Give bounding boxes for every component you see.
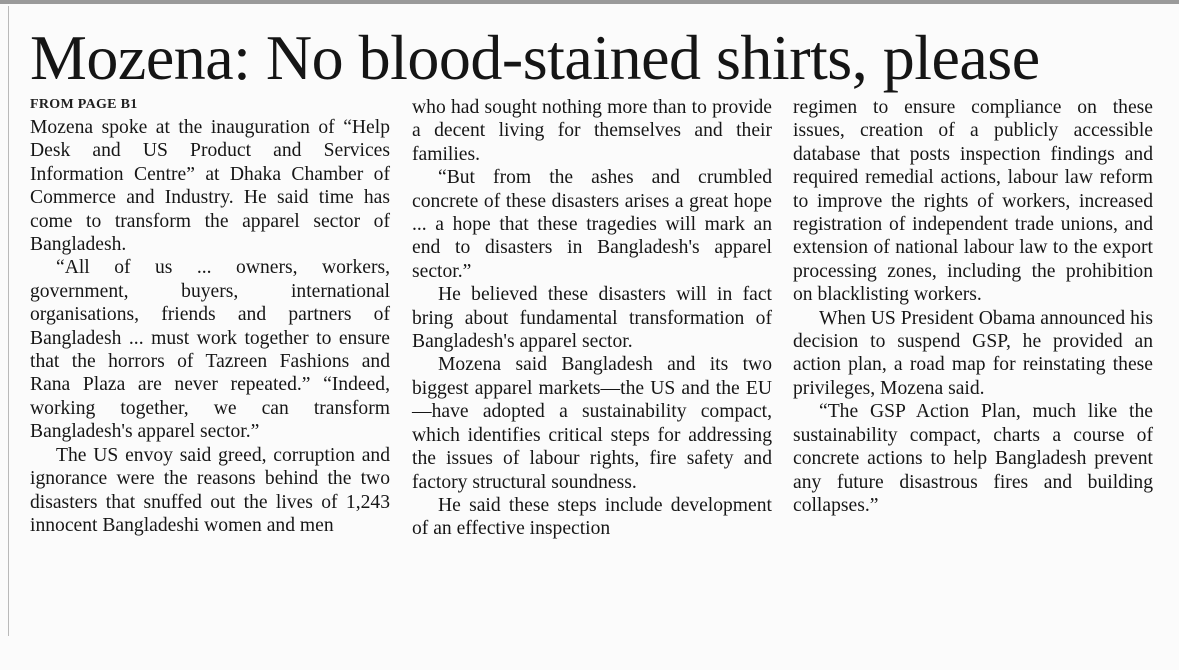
paragraph: Mozena said Bangladesh and its two biggest apparel markets—the US and the EU—have adopted a sustainability compact, which identifies critical steps for addressing the issues of labour rights, fire safety and factory structural soundness. xyxy=(412,354,772,493)
top-border-rule xyxy=(0,0,1179,4)
paragraph: When US President Obama announced his decision to suspend GSP, he provided an action plan, a road map for reinstating these privileges, Mozena said. xyxy=(793,307,1153,399)
article-column-2 xyxy=(412,96,772,541)
paragraph: regimen to ensure compliance on these issues, creation of a publicly accessible database that posts inspection findings and required remedial actions, labour law reform to improve the rights of workers, increased registration of independent trade unions, and extension of national labour law to the export processing zones, including the prohibition on blacklisting workers. xyxy=(793,97,1153,306)
left-border-rule xyxy=(8,6,9,636)
article-column-1 xyxy=(30,96,390,537)
paragraph: Mozena spoke at the inauguration of “Help Desk and US Product and Services Information Centre” at Dhaka Chamber of Commerce and Industry. He said time has come to transform the apparel sector of Bangladesh. xyxy=(30,117,390,256)
headline: Mozena: No blood-stained shirts, please xyxy=(30,22,1040,93)
paragraph: who had sought nothing more than to provide a decent living for themselves and their families. xyxy=(412,97,772,165)
article-column-3 xyxy=(793,96,1153,517)
continuation-kicker: FROM PAGE B1 xyxy=(30,97,138,112)
paragraph: He said these steps include development of an effective inspection xyxy=(412,494,772,540)
paragraph: “The GSP Action Plan, much like the sustainability compact, charts a course of concrete actions to help Bangladesh prevent any future disastrous fires and building collapses.” xyxy=(793,401,1153,516)
paragraph: The US envoy said greed, corruption and ignorance were the reasons behind the two disasters that snuffed out the lives of 1,243 innocent Bangladeshi women and men xyxy=(30,444,390,536)
paragraph: He believed these disasters will in fact bring about fundamental transformation of Bangladesh's apparel sector. xyxy=(412,284,772,353)
paragraph: “All of us ... owners, workers, government, buyers, international organisations, friends and partners of Bangladesh ... must work together to ensure that the horrors of Tazreen Fashions and Rana Plaza are never repeated.” “Indeed, working together, we can transform Bangladesh's apparel sector.” xyxy=(30,257,390,443)
paragraph: “But from the ashes and crumbled concrete of these disasters arises a great hope ... a hope that these tragedies will mark an end to disasters in Bangladesh's apparel sector.” xyxy=(412,167,772,282)
